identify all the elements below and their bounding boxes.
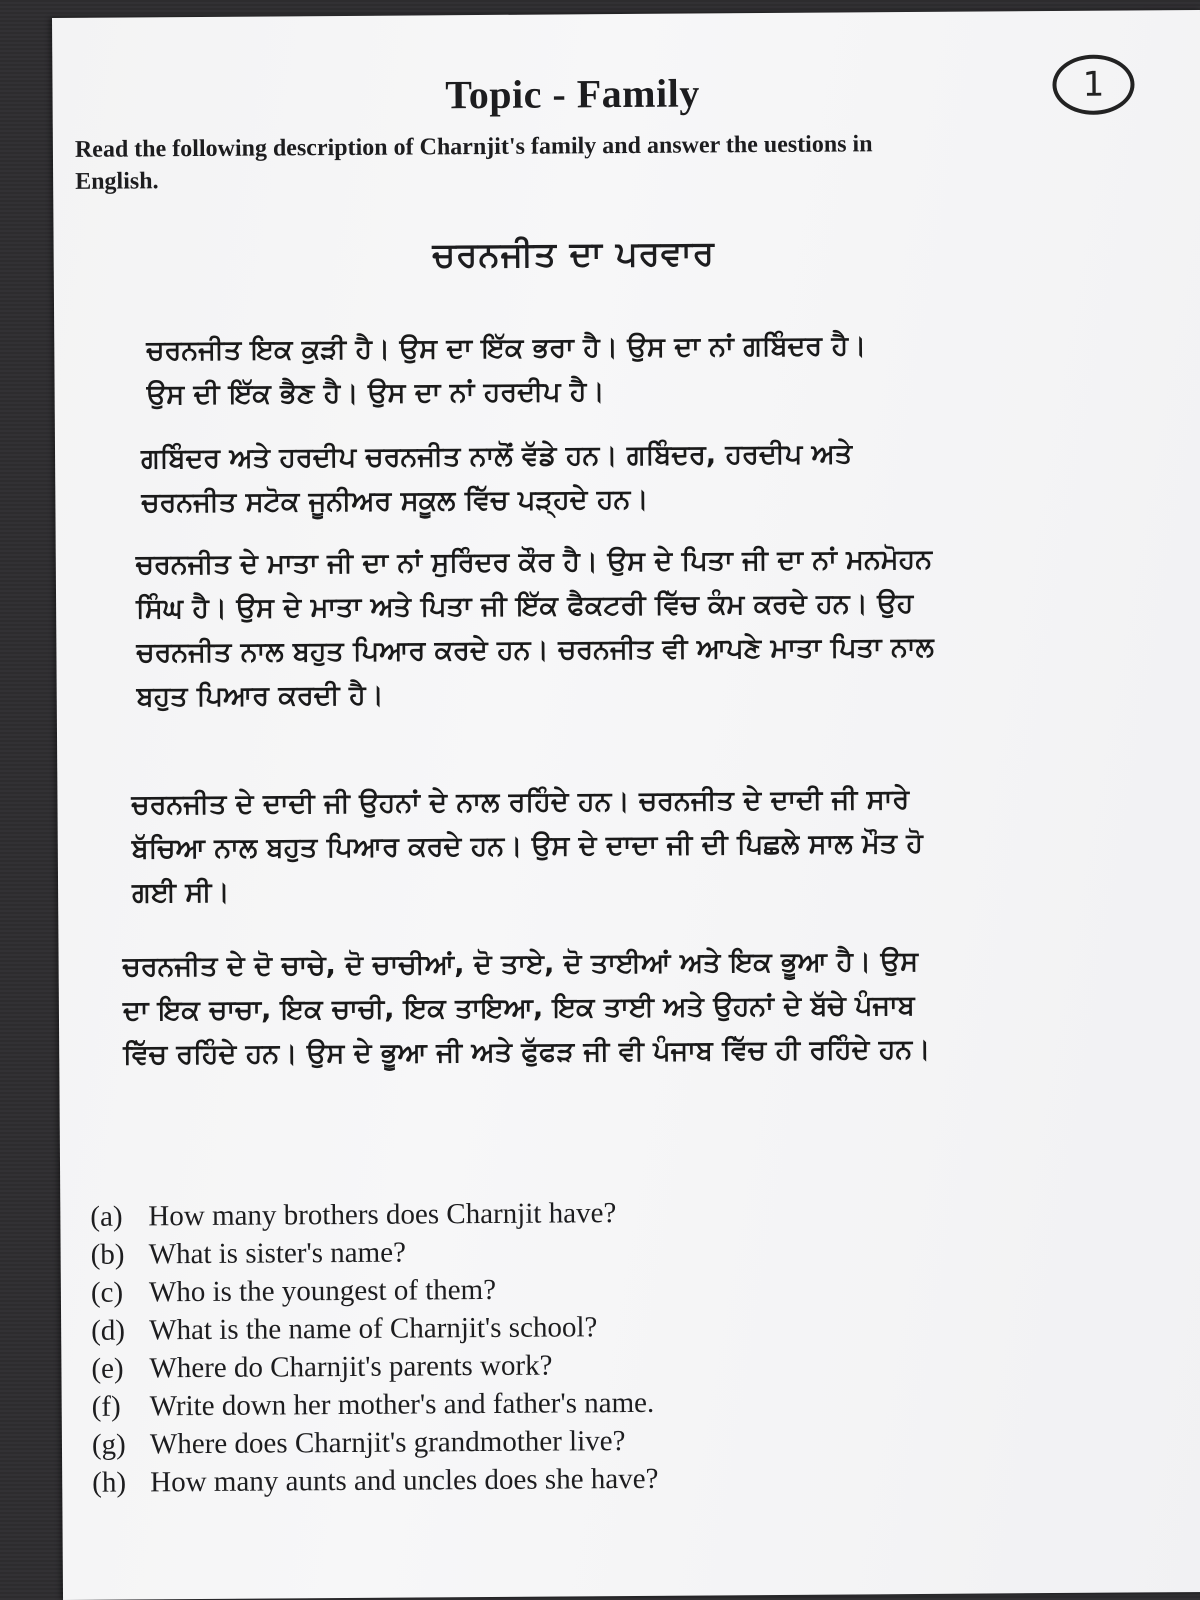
- question-marker: (e): [91, 1352, 124, 1385]
- question-item: [92, 1420, 852, 1463]
- page-title: Topic - Family: [445, 70, 700, 118]
- instructions: Read the following description of Charnjit's family and answer the uestions in English.: [74, 131, 873, 195]
- question-text: Who is the youngest of them?: [148, 1273, 497, 1309]
- question-text: What is sister's name?: [148, 1236, 407, 1271]
- question-item: [91, 1306, 851, 1349]
- question-item: [90, 1192, 850, 1235]
- page-number-circled: 1: [1052, 54, 1134, 115]
- question-marker: (f): [91, 1390, 121, 1423]
- question-item: [91, 1268, 851, 1311]
- question-text: How many brothers does Charnjit have?: [148, 1197, 617, 1233]
- worksheet-page: [52, 10, 1200, 1600]
- question-marker: (c): [90, 1276, 124, 1309]
- questions-list: [90, 1192, 852, 1501]
- question-marker: (g): [91, 1428, 126, 1461]
- question-text: Write down her mother's and father's name.: [149, 1386, 655, 1423]
- question-item: [92, 1382, 852, 1425]
- question-item: [91, 1344, 851, 1387]
- paragraph-3: ਚਰਨਜੀਤ ਦੇ ਮਾਤਾ ਜੀ ਦਾ ਨਾਂ ਸੁਰਿੰਦਰ ਕੌਰ ਹੈ। ਉਸ ਦੇ ਪਿਤਾ ਜੀ ਦਾ ਨਾਂ ਮਨਮੋਹਨ ਸਿੰਘ ਹੈ। ਉਸ ਦੇ ਮਾਤਾ ਅਤੇ ਪਿਤਾ ਜੀ ਇੱਕ ਫੈਕਟਰੀ ਵਿੱਚ ਕੰਮ ਕਰਦੇ ਹਨ। ਉਹ ਚਰਨਜੀਤ ਨਾਲ ਬਹੁਤ ਪਿਆਰ ਕਰਦੇ ਹਨ। ਚਰਨਜੀਤ ਵੀ ਆਪਣੇ ਮਾਤਾ ਪਿਤਾ ਨਾਲ ਬਹੁਤ ਪਿਆਰ ਕਰਦੀ ਹੈ।: [135, 543, 934, 713]
- question-text: How many aunts and uncles does she have?: [150, 1462, 659, 1499]
- question-marker: (d): [91, 1314, 126, 1347]
- question-text: Where does Charnjit's grandmother live?: [149, 1425, 626, 1461]
- question-text: What is the name of Charnjit's school?: [149, 1311, 598, 1347]
- passage-title: ਚਰਨਜੀਤ ਦਾ ਪਰਵਾਰ: [432, 233, 716, 276]
- paragraph-1: ਚਰਨਜੀਤ ਇਕ ਕੁੜੀ ਹੈ। ਉਸ ਦਾ ਇੱਕ ਭਰਾ ਹੈ। ਉਸ ਦਾ ਨਾਂ ਗਬਿੰਦਰ ਹੈ। ਉਸ ਦੀ ਇੱਕ ਭੈਣ ਹੈ। ਉਸ ਦਾ ਨਾਂ ਹਰਦੀਪ ਹੈ।: [146, 330, 867, 411]
- question-marker: (h): [92, 1466, 127, 1499]
- question-item: [91, 1230, 851, 1273]
- paragraph-2: ਗਬਿੰਦਰ ਅਤੇ ਹਰਦੀਪ ਚਰਨਜੀਤ ਨਾਲੋਂ ਵੱਡੇ ਹਨ। ਗਬਿੰਦਰ, ਹਰਦੀਪ ਅਤੇ ਚਰਨਜੀਤ ਸਟੋਕ ਜੂਨੀਅਰ ਸਕੂਲ ਵਿੱਚ ਪੜ੍ਹਦੇ ਹਨ।: [140, 438, 853, 519]
- question-text: Where do Charnjit's parents work?: [149, 1349, 553, 1385]
- question-marker: (b): [90, 1238, 125, 1271]
- question-item: [92, 1458, 852, 1501]
- paragraph-4: ਚਰਨਜੀਤ ਦੇ ਦਾਦੀ ਜੀ ਉਹਨਾਂ ਦੇ ਨਾਲ ਰਹਿੰਦੇ ਹਨ। ਚਰਨਜੀਤ ਦੇ ਦਾਦੀ ਜੀ ਸਾਰੇ ਬੱਚਿਆ ਨਾਲ ਬਹੁਤ ਪਿਆਰ ਕਰਦੇ ਹਨ। ਉਸ ਦੇ ਦਾਦਾ ਜੀ ਦੀ ਪਿਛਲੇ ਸਾਲ ਮੌਤ ਹੋ ਗਈ ਸੀ।: [131, 784, 924, 909]
- question-marker: (a): [90, 1200, 123, 1233]
- paragraph-5: ਚਰਨਜੀਤ ਦੇ ਦੋ ਚਾਚੇ, ਦੋ ਚਾਚੀਆਂ, ਦੋ ਤਾਏ, ਦੋ ਤਾਈਆਂ ਅਤੇ ਇਕ ਭੂਆ ਹੈ। ਉਸ ਦਾ ਇਕ ਚਾਚਾ, ਇਕ ਚਾਚੀ, ਇਕ ਤਾਇਆ, ਇਕ ਤਾਈ ਅਤੇ ਉਹਨਾਂ ਦੇ ਬੱਚੇ ਪੰਜਾਬ ਵਿੱਚ ਰਹਿੰਦੇ ਹਨ। ਉਸ ਦੇ ਭੂਆ ਜੀ ਅਤੇ ਫੁੱਫੜ ਜੀ ਵੀ ਪੰਜਾਬ ਵਿੱਚ ਹੀ ਰਹਿੰਦੇ ਹਨ।: [122, 945, 931, 1071]
